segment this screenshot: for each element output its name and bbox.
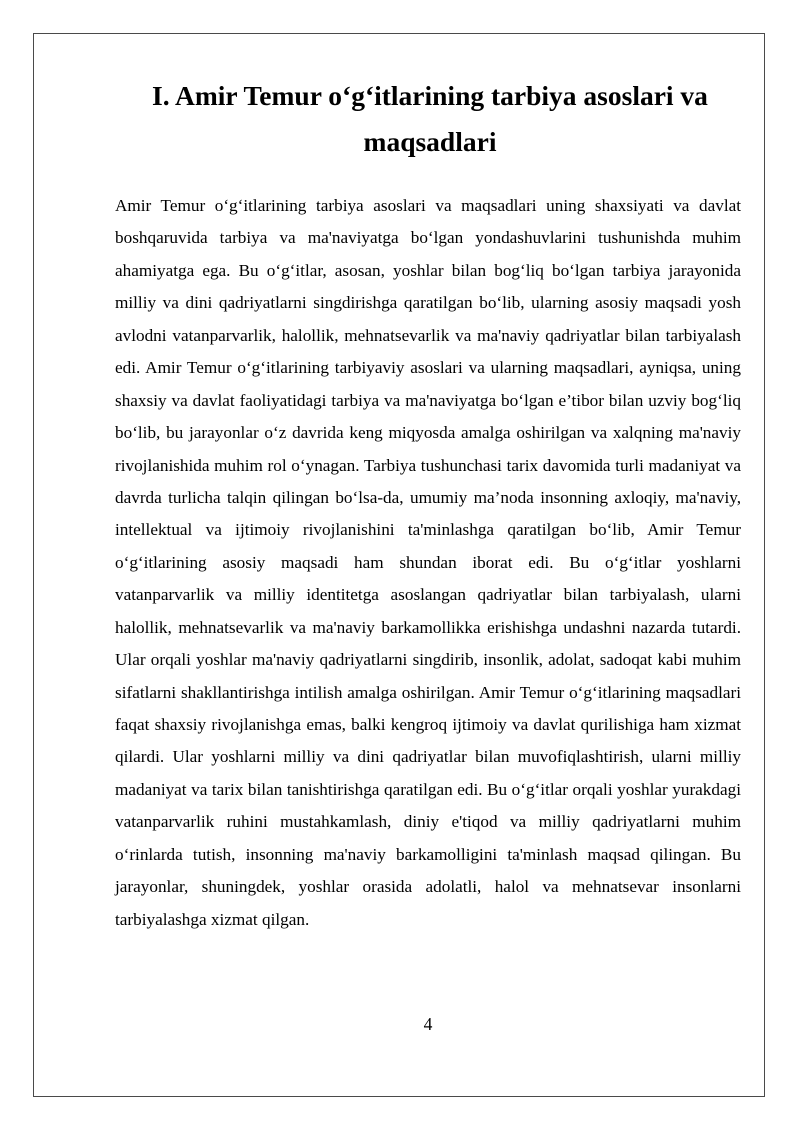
heading-line-1: I. Amir Temur o‘g‘itlarining tarbiya asoslari va (152, 80, 708, 111)
body-paragraph: Amir Temur o‘g‘itlarining tarbiya asoslari va maqsadlari uning shaxsiyati va davlat boshqaruvida tarbiya va ma'naviyatga bo‘lgan yondashuvlarini tushunishda muhim ahamiyatga ega. Bu o‘g‘itlar, asosan, yoshlar bilan bog‘liq bo‘lgan tarbiya jarayonida milliy va dini qadriyatlarni singdirishga qaratilgan bo‘lib, ularning asosiy maqsadi yosh avlodni vatanparvarlik, halollik, mehnatsevarlik va ma'naviy qadriyatlar bilan tarbiyalash edi. Amir Temur o‘g‘itlarining tarbiyaviy asoslari va ularning maqsadlari, ayniqsa, uning shaxsiy va davlat faoliyatidagi tarbiya va ma'naviyatga bo‘lgan e’tibor bilan uzviy bog‘liq bo‘lib, bu jarayonlar o‘z davrida keng miqyosda amalga oshirilgan va xalqning ma'naviy rivojlanishida muhim rol o‘ynagan. Tarbiya tushunchasi tarix davomida turli madaniyat va davrda turlicha talqin qilingan bo‘lsa-da, umumiy ma’noda insonning axloqiy, ma'naviy, intellektual va ijtimoiy rivojlanishini ta'minlashga qaratilgan bo‘lib, Amir Temur o‘g‘itlarining asosiy maqsadi ham shundan iborat edi. Bu o‘g‘itlar yoshlarni vatanparvarlik va milliy identitetga asoslangan qadriyatlar bilan tarbiyalash, ularni halollik, mehnatsevarlik va ma'naviy barkamollikka erishishga undashni nazarda tutardi. Ular orqali yoshlar ma'naviy qadriyatlarni singdirib, insonlik, adolat, sadoqat kabi muhim sifatlarni shakllantirishga intilish amalga oshirilgan. Amir Temur o‘g‘itlarining maqsadlari faqat shaxsiy rivojlanishga emas, balki kengroq ijtimoiy va davlat qurilishiga ham xizmat qilardi. Ular yoshlarni milliy va dini qadriyatlar bilan muvofiqlashtirish, ularni milliy madaniyat va tarix bilan tanishtirishga qaratilgan edi. Bu o‘g‘itlar orqali yoshlar yurakdagi vatanparvarlik ruhini mustahkamlash, diniy e'tiqod va milliy qadriyatlarni muhim o‘rinlarda tutish, insonning ma'naviy barkamolligini ta'minlash maqsad qilingan. Bu jarayonlar, shuningdek, yoshlar orasida adolatli, halol va mehnatsevar insonlarni tarbiyalashga xizmat qilgan. (115, 196, 741, 929)
page-number: 4 (423, 1014, 433, 1034)
section-heading (80, 73, 780, 165)
heading-line-2: maqsadlari (363, 126, 497, 157)
